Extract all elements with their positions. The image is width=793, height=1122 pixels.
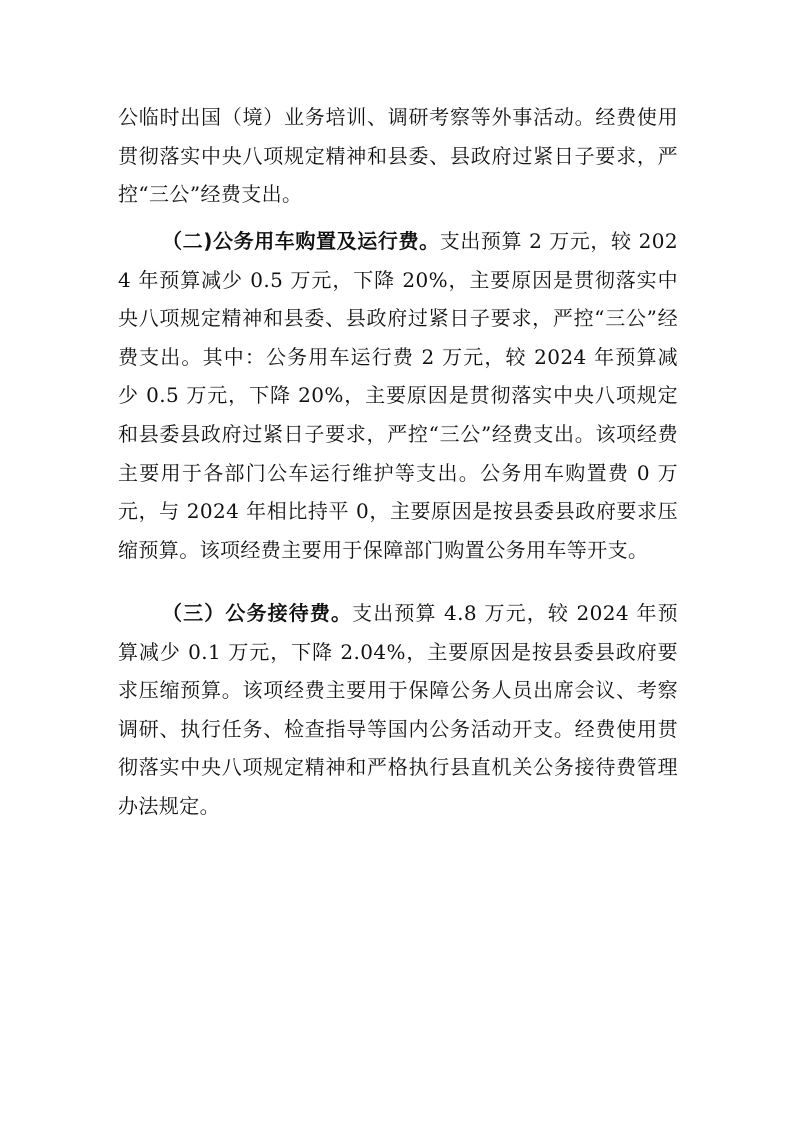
- paragraph-text: 支出预算 2 万元，较 2024 年预算减少 0.5 万元，下降 20%，主要原因是贯彻落实中央八项规定精神和县委、县政府过紧日子要求，严控“三公”经费支出。其中：公务用车运行费 2 万元，较 2024 年预算减少 0.5 万元，下降 20%，主要原因是贯彻落实中央八项规定和县委县政府过紧日子要求，严控“三公”经费支出。该项经费主要用于各部门公车运行维护等支出。公务用车购置费 0 万元，与 2024 年相比持平 0，主要原因是按县委县政府要求压缩预算。该项经费主要用于保障部门购置公务用车等开支。: [118, 229, 678, 562]
- paragraph-foreign-travel-continued: [118, 98, 678, 214]
- section-heading-vehicle: （二)公务用车购置及运行费。: [162, 229, 440, 253]
- paragraph-vehicle-costs: [118, 222, 678, 569]
- section-heading-reception: （三）公务接待费。: [162, 601, 353, 625]
- paragraph-text: 公临时出国（境）业务培训、调研考察等外事活动。经费使用贯彻落实中央八项规定精神和县委、县政府过紧日子要求，严控“三公”经费支出。: [118, 105, 678, 207]
- paragraph-text: 支出预算 4.8 万元，较 2024 年预算减少 0.1 万元，下降 2.04%，主要原因是按县委县政府要求压缩预算。该项经费主要用于保障公务人员出席会议、考察调研、执行任务、检查指导等国内公务活动开支。经费使用贯彻落实中央八项规定精神和严格执行县直机关公务接待费管理办法规定。: [118, 601, 678, 818]
- paragraph-reception-costs: [118, 594, 678, 826]
